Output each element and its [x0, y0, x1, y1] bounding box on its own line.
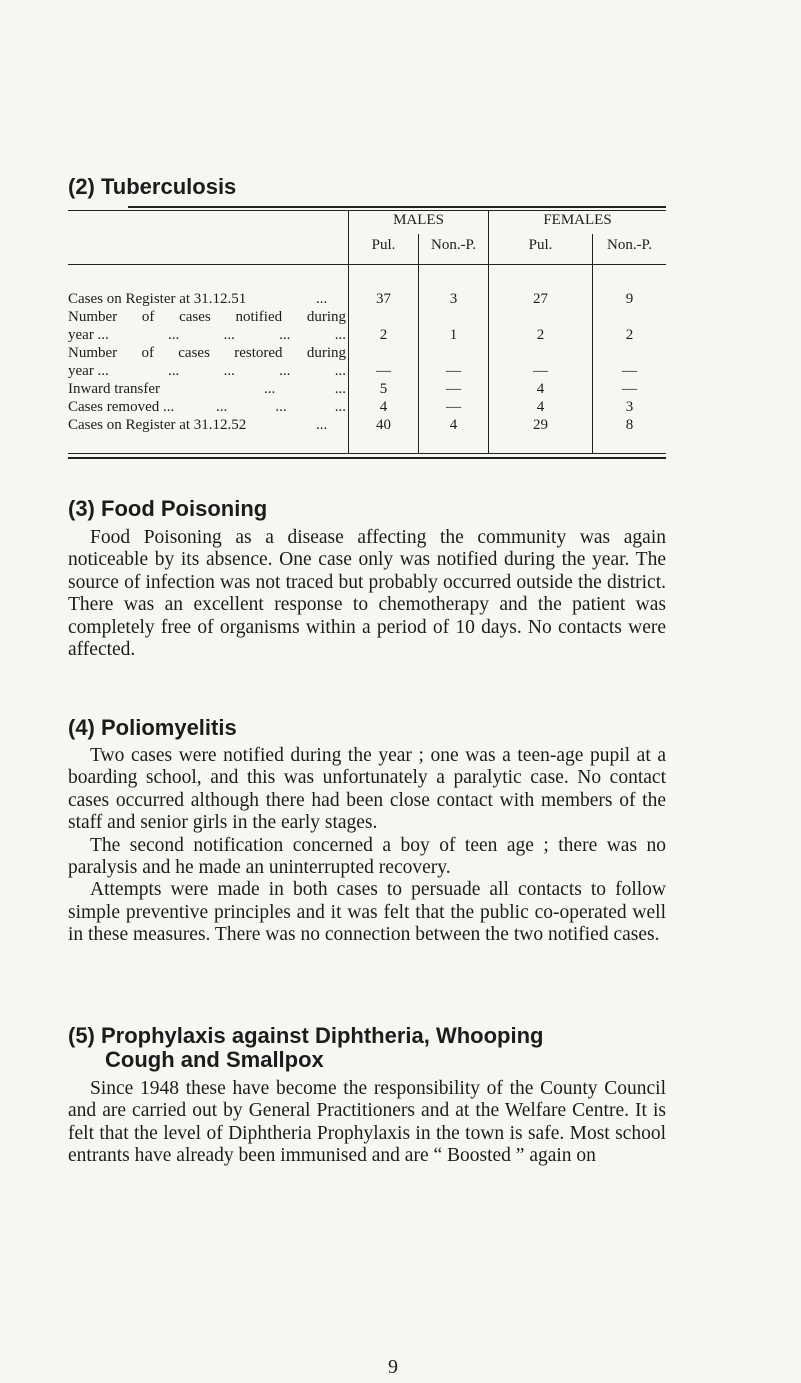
row-5-dots: ... ... ...	[216, 399, 346, 415]
header-females-nonp: Non.-P.	[606, 237, 652, 253]
row-1-females-nonp: 9	[625, 291, 634, 307]
row-5-females-pul: 4	[536, 399, 545, 415]
row-5-label: Cases removed ...	[68, 399, 175, 415]
header-males-nonp: Non.-P.	[430, 237, 476, 253]
header-males-pul: Pul.	[371, 237, 396, 253]
row-4-dots: ... ...	[264, 381, 346, 397]
table-top-rule	[128, 206, 666, 208]
row-2-label-line2: year ...	[68, 327, 109, 343]
page-number: 9	[388, 1356, 398, 1378]
row-4-label: Inward transfer	[68, 381, 161, 397]
row-1-males-nonp: 3	[449, 291, 458, 307]
row-4-females-pul: 4	[536, 381, 545, 397]
row-5-males-pul: 4	[379, 399, 388, 415]
row-1-females-pul: 27	[533, 291, 548, 307]
prophylaxis-text	[68, 1078, 666, 1168]
row-6-males-nonp: 4	[449, 417, 458, 433]
row-6-females-nonp: 8	[625, 417, 634, 433]
row-4-males-pul: 5	[379, 381, 388, 397]
row-3-dots: ... ... ... ...	[168, 363, 346, 379]
row-3-males-nonp: —	[446, 363, 461, 379]
row-3-label-line2: year ...	[68, 363, 109, 379]
table-header-rule	[68, 264, 666, 265]
header-females: FEMALES	[543, 212, 612, 228]
row-3-males-pul: —	[376, 363, 391, 379]
row-6-males-pul: 40	[376, 417, 391, 433]
row-5-females-nonp: 3	[625, 399, 634, 415]
food-poisoning-text	[68, 527, 666, 661]
header-males: MALES	[393, 212, 444, 228]
row-6-females-pul: 29	[533, 417, 548, 433]
row-1-dots: ...	[316, 291, 328, 307]
prophylaxis-paragraph-1: Since 1948 these have become the responsibility of the County Council and are carried out by General Practitioners and at the Welfare Centre. It is felt that the level of Diphtheria Prophylaxis in the town is safe. Most school entrants have already been immunised and are “ Boosted ” again on	[68, 1078, 666, 1167]
prophylaxis-title-line1: (5) Prophylaxis against Diphtheria, Whooping	[68, 1023, 544, 1048]
row-4-females-nonp: —	[622, 381, 637, 397]
row-2-females-pul: 2	[536, 327, 545, 343]
row-6-dots: ...	[316, 417, 328, 433]
row-1-label: Cases on Register at 31.12.51	[68, 291, 247, 307]
table-bottom-rule-2	[68, 457, 666, 459]
row-2-label-line1: Number of cases notified during	[68, 309, 346, 325]
poliomyelitis-paragraph-3: Attempts were made in both cases to persuade all contacts to follow simple preventive principles and it was felt that the public co-operated well in these measures. There was no connection between the two notified cases.	[68, 879, 666, 946]
row-1-males-pul: 37	[376, 291, 391, 307]
row-3-females-nonp: —	[622, 363, 637, 379]
food-poisoning-paragraph-1: Food Poisoning as a disease affecting the community was again noticeable by its absence. One case only was notified during the year. The source of infection was not traced but probably occurred outside the district. There was an excellent response to chemotherapy and the patient was completely free of organisms within a period of 10 days. No contacts were affected.	[68, 527, 666, 661]
tuberculosis-title: (2) Tuberculosis	[68, 174, 237, 199]
row-5-males-nonp: —	[446, 399, 461, 415]
poliomyelitis-text	[68, 745, 666, 947]
row-4-males-nonp: —	[446, 381, 461, 397]
row-2-males-pul: 2	[379, 327, 388, 343]
row-3-females-pul: —	[533, 363, 548, 379]
table-top-rule-2	[68, 210, 666, 211]
row-3-label-line1: Number of cases restored during	[68, 345, 346, 361]
food-poisoning-title: (3) Food Poisoning	[68, 496, 268, 521]
prophylaxis-title-line2: Cough and Smallpox	[105, 1047, 324, 1072]
row-6-label: Cases on Register at 31.12.52	[68, 417, 247, 433]
tuberculosis-table	[68, 206, 666, 462]
row-2-dots: ... ... ... ...	[168, 327, 346, 343]
header-females-pul: Pul.	[528, 237, 553, 253]
poliomyelitis-paragraph-1: Two cases were notified during the year ; one was a teen-age pupil at a boarding school, and this was unfortunately a paralytic case. No contact cases occurred although there had been close contact with members of the staff and senior girls in the early stages.	[68, 745, 666, 834]
poliomyelitis-paragraph-2: The second notification concerned a boy of teen age ; there was no paralysis and he made an uninterrupted recovery.	[68, 834, 666, 879]
row-2-males-nonp: 1	[449, 327, 458, 343]
poliomyelitis-title: (4) Poliomyelitis	[68, 715, 237, 740]
row-2-females-nonp: 2	[625, 327, 634, 343]
table-bottom-rule	[68, 453, 666, 454]
